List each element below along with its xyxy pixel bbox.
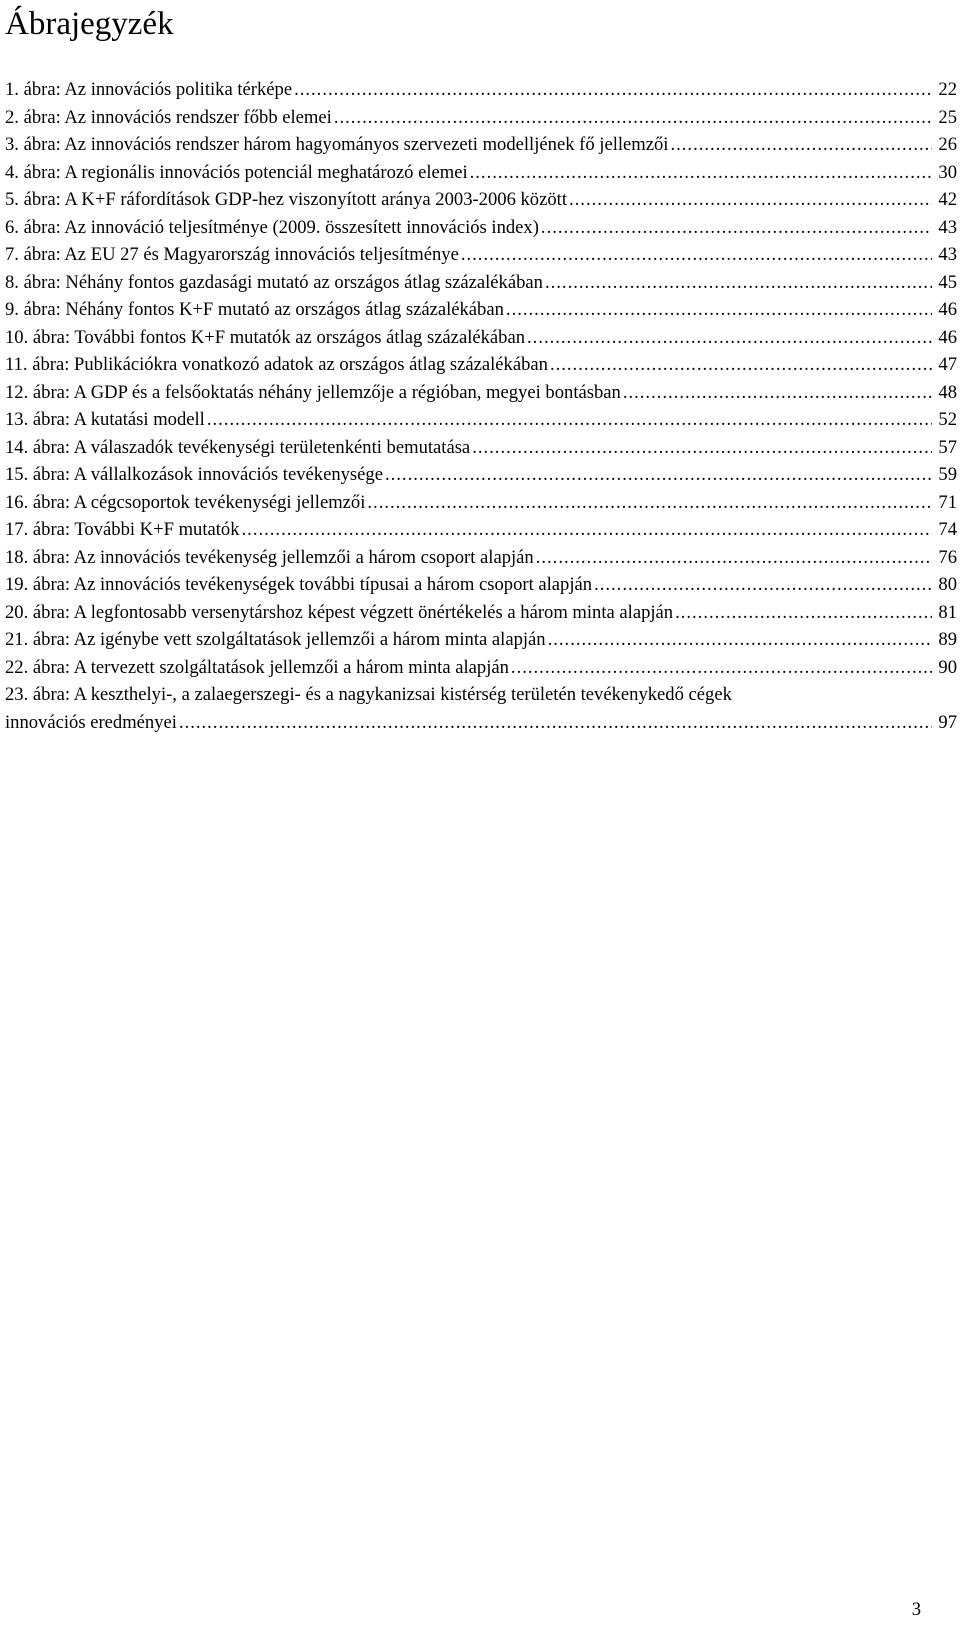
dot-leader [511,654,932,682]
toc-entry-2[interactable] [5,104,957,132]
toc-entry-7[interactable] [5,241,957,269]
toc-entry-10[interactable] [5,324,957,352]
dot-leader [470,159,933,187]
dot-leader [334,104,933,132]
toc-entry-11[interactable] [5,351,957,379]
toc-entry-text: 22. ábra: A tervezett szolgáltatások jellemzői a három minta alapján [5,656,509,678]
toc-entry-5[interactable] [5,186,957,214]
dot-leader [569,186,932,214]
dot-leader [207,406,933,434]
dot-leader [506,296,932,324]
toc-entry-6[interactable] [5,214,957,242]
toc-entry-page: 52 [938,409,957,430]
dot-leader [550,351,932,379]
figure-list [5,76,957,736]
toc-entry-page: 46 [938,299,957,320]
toc-entry-text: 10. ábra: További fontos K+F mutatók az országos átlag százalékában [5,326,526,348]
toc-entry-text: 12. ábra: A GDP és a felsőoktatás néhány jellemzője a régióban, megyei bontásban [5,381,621,403]
toc-entry-text: 2. ábra: Az innovációs rendszer főbb elemei [5,106,332,128]
toc-entry-page: 80 [938,574,957,595]
toc-entry-text: 4. ábra: A regionális innovációs potenciál meghatározó elemei [5,161,468,183]
toc-entry-text: 20. ábra: A legfontosabb versenytárshoz képest végzett önértékelés a három minta alapján [5,601,674,623]
toc-entry-page: 90 [938,656,957,678]
dot-leader [527,324,932,352]
toc-entry-page: 71 [938,491,957,513]
toc-entry-text: 15. ábra: A vállalkozások innovációs tevékenysége [5,464,383,485]
toc-entry-text: 7. ábra: Az EU 27 és Magyarország innovációs teljesítménye [5,244,459,265]
dot-leader [536,544,933,572]
toc-entry-text: 3. ábra: Az innovációs rendszer három hagyományos szervezeti modelljének fő jellemzői [5,134,669,155]
toc-entry-page: 43 [938,216,957,238]
dot-leader [675,599,932,627]
dot-leader [385,461,932,489]
toc-entry-page: 59 [938,464,957,485]
toc-entry-page: 48 [938,381,957,403]
toc-entry-text: 18. ábra: Az innovációs tevékenység jellemzői a három csoport alapján [5,546,534,568]
toc-entry-14[interactable] [5,434,957,462]
toc-entry-text: 5. ábra: A K+F ráfordítások GDP-hez viszonyított aránya 2003-2006 között [5,189,567,210]
toc-entry-13[interactable] [5,406,957,434]
toc-entry-page: 46 [938,326,957,348]
toc-entry-19[interactable] [5,571,957,599]
toc-entry-page: 81 [938,601,957,623]
toc-entry-22[interactable] [5,654,957,682]
toc-entry-15[interactable] [5,461,957,489]
dot-leader [545,269,932,297]
toc-entry-page: 97 [938,711,957,733]
toc-entry-text: 14. ábra: A válaszadók tevékenységi területenkénti bemutatása [5,436,471,458]
toc-entry-page: 43 [938,244,957,265]
toc-entry-1[interactable] [5,76,957,104]
toc-entry-4[interactable] [5,159,957,187]
toc-entry-text: 16. ábra: A cégcsoportok tevékenységi jellemzői [5,491,366,513]
toc-entry-8[interactable] [5,269,957,297]
dot-leader [670,131,932,159]
dot-leader [242,516,933,544]
toc-entry-text: 11. ábra: Publikációkra vonatkozó adatok az országos átlag százalékában [5,354,548,375]
dot-leader [367,489,932,517]
toc-entry-text: 23. ábra: A keszthelyi-, a zalaegerszegi- és a nagykanizsai kistérség területén tevékenykedő cégek [5,684,732,705]
toc-entry-18[interactable] [5,544,957,572]
toc-entry-text: 19. ábra: Az innovációs tevékenységek további típusai a három csoport alapján [5,574,593,595]
toc-entry-page: 74 [938,519,957,540]
toc-entry-20[interactable] [5,599,957,627]
dot-leader [294,76,932,104]
toc-entry-3[interactable] [5,131,957,159]
dot-leader [594,571,932,599]
toc-entry-page: 57 [938,436,957,458]
toc-entry-text: 8. ábra: Néhány fontos gazdasági mutató az országos átlag százalékában [5,271,543,293]
page-title: Ábrajegyzék [5,6,174,42]
toc-entry-12[interactable] [5,379,957,407]
dot-leader [541,214,932,242]
toc-entry-23[interactable] [5,681,957,736]
toc-entry-17[interactable] [5,516,957,544]
toc-entry-text: 6. ábra: Az innováció teljesítménye (2009. összesített innovációs index) [5,216,539,238]
toc-entry-text-continued: innovációs eredményei [5,711,177,733]
toc-entry-page: 42 [938,189,957,210]
toc-entry-text: 1. ábra: Az innovációs politika térképe [5,79,293,100]
toc-entry-page: 89 [938,629,957,650]
page-number: 3 [911,1599,921,1620]
toc-entry-page: 47 [938,354,957,375]
dot-leader [623,379,933,407]
toc-entry-text: 17. ábra: További K+F mutatók [5,519,240,540]
toc-entry-text: 13. ábra: A kutatási modell [5,409,205,430]
dot-leader [461,241,933,269]
toc-entry-page: 45 [938,271,957,293]
dot-leader [179,709,932,737]
toc-entry-21[interactable] [5,626,957,654]
toc-entry-page: 30 [938,161,957,183]
toc-entry-page: 26 [938,134,957,155]
toc-entry-9[interactable] [5,296,957,324]
dot-leader [472,434,932,462]
toc-entry-page: 22 [938,79,957,100]
toc-entry-text: 9. ábra: Néhány fontos K+F mutató az országos átlag százalékában [5,299,504,320]
toc-entry-text: 21. ábra: Az igénybe vett szolgáltatások jellemzői a három minta alapján [5,629,546,650]
toc-entry-page: 25 [938,106,957,128]
dot-leader [548,626,933,654]
toc-entry-16[interactable] [5,489,957,517]
toc-entry-page: 76 [938,546,957,568]
